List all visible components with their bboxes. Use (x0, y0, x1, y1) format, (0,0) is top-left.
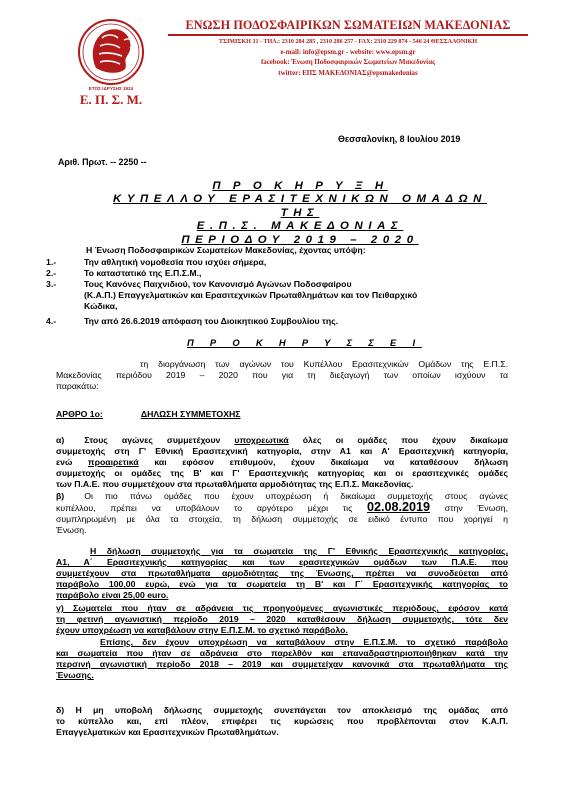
deadline-date: 02.08.2019 (367, 500, 431, 515)
paragraph-a: α) Στους αγώνες συμμετέχουν υποχρεωτικά όλες οι ομάδες που έχουν δικαίωμα συμμετοχής στη Γ' Εθνική Ερασιτεχνική κατηγορία, στην Α1 και Α' Ερασιτεχνική κατηγορία, ενώ προαιρετικά και εφόσον επιθυμούν, έχουν δικαίωμα να καταθέσουν δήλωση συμμετοχής οι ομάδες της Β' και Γ' Ερασιτεχνικής κατηγορίας και οι ερασιτεχνικές ομάδες των Π.Α.Ε. που συμμετέχουν στα πρωταθλήματα αρμοδιότητας της Ε.Π.Σ. Μακεδονίας. (56, 435, 508, 490)
proclaims-paragraph: τη διοργάνωση των αγώνων του Κυπέλλου Ερασιτεχνικών Ομάδων της Ε.Π.Σ. Μακεδονίας περιόδου 2019 – 2020 που για τη διεξαγωγή των οποίων ισχύουν τα παρακάτω: (56, 359, 508, 392)
letterhead (168, 18, 528, 79)
consideration-item: 3.- Τους Κανόνες Παιχνιδιού, τον Κανονισμό Αγώνων Ποδοσφαίρου (46, 279, 352, 290)
title-line-4: ΠΕΡΙΟΔΟΥ 2019 – 2020 (181, 233, 419, 246)
intro-text: Η Ένωση Ποδοσφαιρικών Σωματείων Μακεδονίας, έχοντας υπόψη: (86, 245, 366, 255)
paragraph-d: δ) Η μη υποβολή δήλωσης συμμετοχής συνεπάγεται τον αποκλεισμό της ομάδας από το κύπελλο και, επί πλέον, επιφέρει τις κυρώσεις που προβλέπονται στον Κ.Α.Π. Επαγγελματικών και Ερασιτεχνικών Πρωταθλημάτων. (56, 705, 508, 738)
consideration-item: 1.- Την αθλητική νομοθεσία που ισχύει σήμερα, (46, 257, 267, 267)
article-heading (56, 409, 240, 420)
consideration-item: Κώδικα, (84, 301, 118, 312)
org-facebook: facebook: Ένωση Ποδοσφαιρικών Σωματείων Μακεδονίας (260, 59, 436, 67)
title-line-1: Π Ρ Ο Κ Η Ρ Υ Ξ Η (212, 180, 388, 192)
considerations-list (46, 257, 516, 328)
proclaims-heading: Π Ρ Ο Κ Η Ρ Υ Σ Σ Ε Ι (187, 337, 422, 348)
logo-letters: Ε. Π. Σ. Μ. (79, 92, 143, 107)
protocol-number: Αριθ. Πρωτ. -- 2250 -- (58, 157, 147, 167)
logo-year: ΕΤΟΣ ΙΔΡΥΣΗΣ 1924 (88, 86, 134, 91)
exemption-paragraph: Επίσης, δεν έχουν υποχρέωση να καταβάλουν στην Ε.Π.Σ.Μ. το σχετικό παράβολο και σωματεία που ήταν σε αδράνεια στο παρελθόν και επαναδραστηριοποιήθηκαν κατά την περσινή αγωνιστική περίοδο 2018 – 2019 και συμμετείχαν κανονικά στα πρωταθλήματα της Ένωσης. (56, 637, 508, 681)
org-logo (66, 16, 156, 108)
article-label: ΑΡΘΡΟ 1ο: (56, 409, 103, 419)
date-line: Θεσσαλονίκη, 8 Ιουλίου 2019 (338, 134, 461, 144)
org-address: ΤΣΙΜΙΣΚΗ 31 - ΤΗΛ.: 2310 284 285 , 2310 286 257 - FAX: 2310 229 874 - 546 24 ΘΕΣΣΑΛΟΝΙΚΗ (218, 39, 478, 45)
article-title: ΔΗΛΩΣΗ ΣΥΜΜΕΤΟΧΗΣ (140, 409, 241, 419)
document-title (100, 180, 500, 247)
title-line-2: ΚΥΠΕΛΛΟΥ ΕΡΑΣΙΤΕΧΝΙΚΩΝ ΟΜΑΔΩΝ ΤΗΣ (113, 193, 487, 219)
title-line-3: Ε.Π.Σ. ΜΑΚΕΔΟΝΙΑΣ (196, 220, 404, 233)
paragraph-b: β) Οι πιο πάνω ομάδες που έχουν υποχρέωση ή δικαίωμα συμμετοχής στους αγώνες κυπέλλου, πρέπει να υποβάλουν το αργότερο μέχρι τις 02.08.2019 στην Ένωση, συμπληρωμένη με όλα τα στοιχεία, τη δήλωση συμμετοχής σε ειδικό έντυπο που χορηγεί η Ένωση. (56, 491, 508, 536)
paragraph-g: γ) Σωματεία που ήταν σε αδράνεια τις προηγούμενες αγωνιστικές περιόδους, εφόσον κατά τη φετινή αγωνιστική περίοδο 2019 – 2020 καταθέσουν δήλωση συμμετοχής, τότε δεν έχουν υποχρέωση να καταβάλουν στην Ε.Π.Σ.Μ. το σχετικό παράβολο. (56, 603, 508, 636)
consideration-item: (Κ.Α.Π.) Επαγγελματικών και Ερασιτεχνικών Πρωταθλημάτων και τον Πειθαρχικό (84, 290, 418, 301)
fee-paragraph: Η δήλωση συμμετοχής για τα σωματεία της Γ' Εθνικής Ερασιτεχνικής κατηγορίας, Α1, Α΄ Ερασιτεχνικής κατηγορίας και των ερασιτεχνικών ομάδων των Π.Α.Ε. που συμμετέχουν στα πρωταθλήματα αρμοδιότητας της Ένωσης, πρέπει να συνοδεύεται από παράβολο 100,00 ευρώ, ενώ για τα σωματεία τη Β' και Γ΄ Ερασιτεχνικής κατηγορίας το παράβολο είναι 25,00 euro. (56, 546, 508, 601)
consideration-item: 2.- Το καταστατικό της Ε.Π.Σ.Μ., (46, 268, 202, 279)
org-contact: e-mail: info@epsm.gr - website: www.epsm.gr (280, 48, 416, 56)
consideration-item: 4.- Την από 26.6.2019 απόφαση του Διοικητικού Συμβουλίου της. (46, 316, 339, 327)
org-name: ΕΝΩΣΗ ΠΟΔΟΣΦΑΙΡΙΚΩΝ ΣΩΜΑΤΕΙΩΝ ΜΑΚΕΔΟΝΙΑΣ (168, 18, 528, 36)
org-twitter: twitter: ΕΠΣ ΜΑΚΕΔΟΝΙΑΣ@epsmakedonias (278, 69, 418, 77)
